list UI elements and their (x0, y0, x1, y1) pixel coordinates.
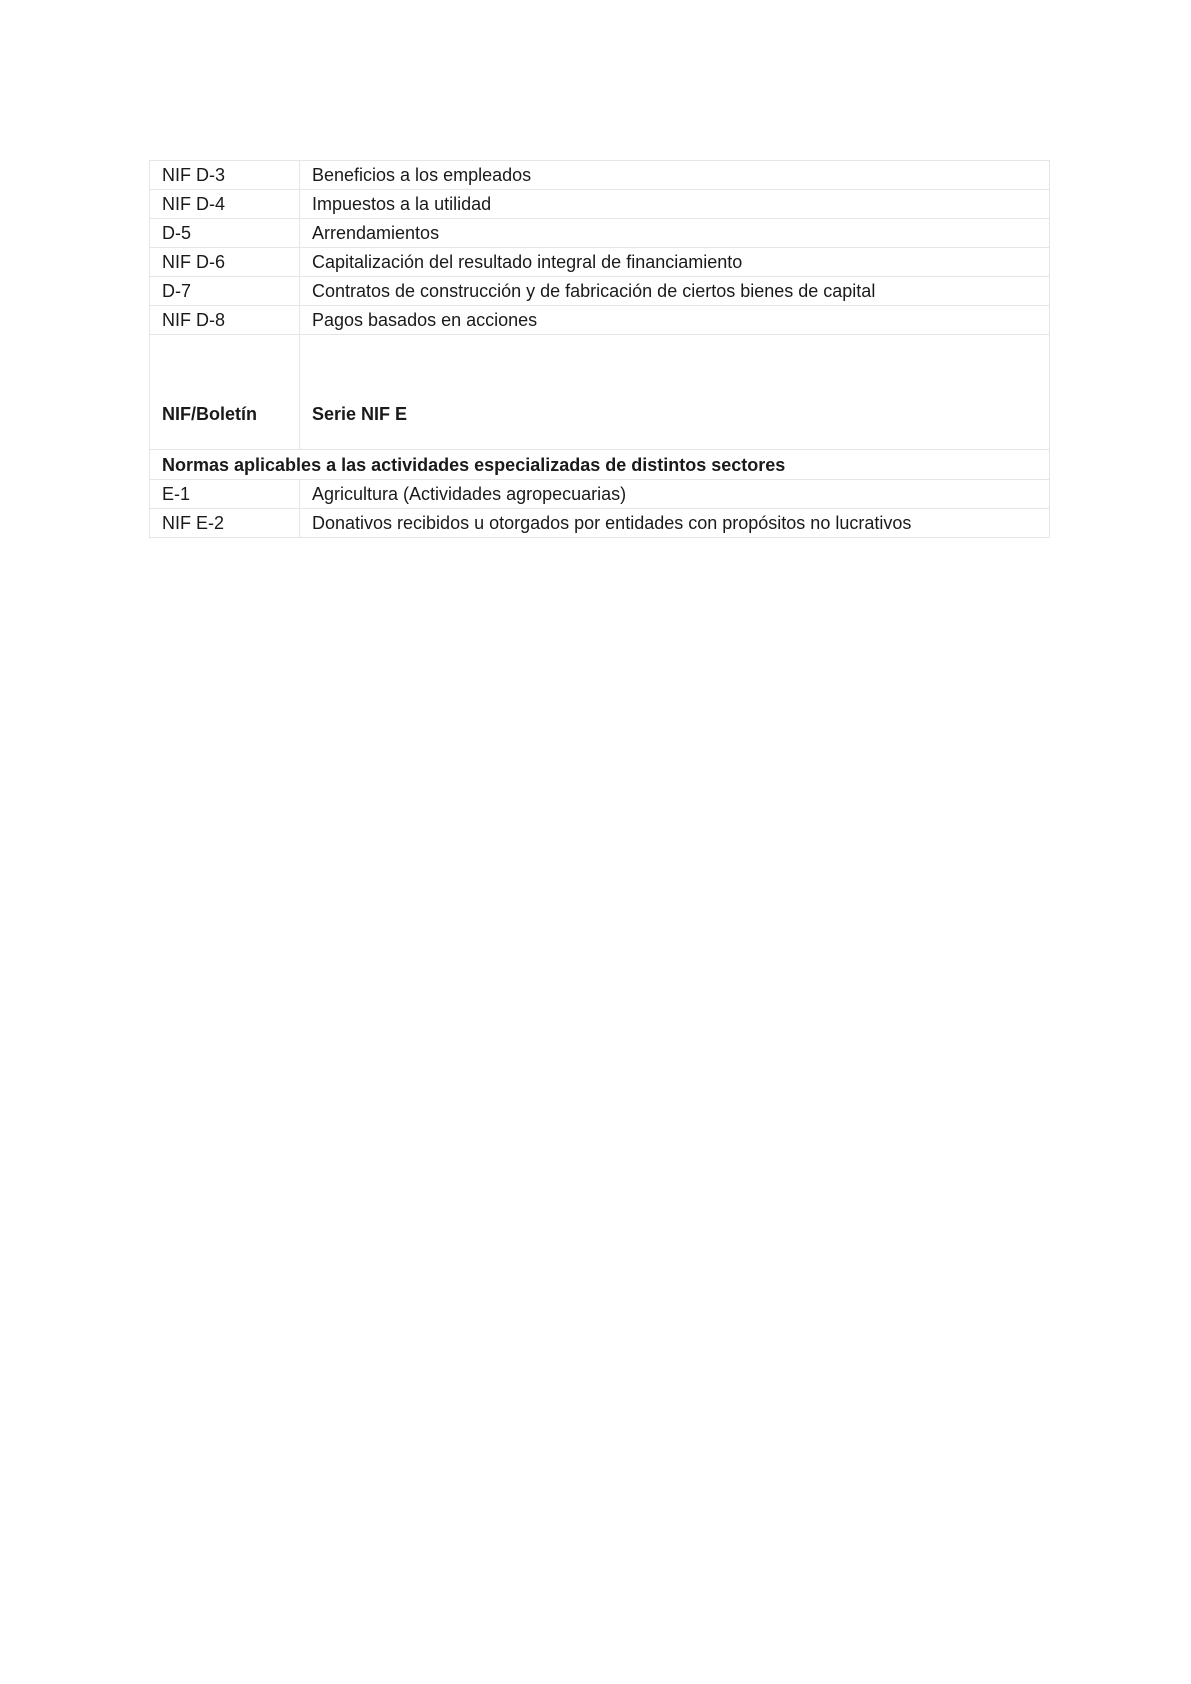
norm-title: Capitalización del resultado integral de financiamiento (300, 248, 1050, 277)
norm-code: D-5 (150, 219, 300, 248)
norm-code: E-1 (150, 480, 300, 509)
norm-code: NIF E-2 (150, 509, 300, 538)
norm-title: Impuestos a la utilidad (300, 190, 1050, 219)
norm-code: NIF D-3 (150, 161, 300, 190)
norm-code: NIF D-6 (150, 248, 300, 277)
norm-title: Contratos de construcción y de fabricación de ciertos bienes de capital (300, 277, 1050, 306)
norm-code: NIF D-4 (150, 190, 300, 219)
table-row (150, 306, 1050, 335)
norm-code: D-7 (150, 277, 300, 306)
norm-title: Pagos basados en acciones (300, 306, 1050, 335)
table-row (150, 248, 1050, 277)
table-row (150, 161, 1050, 190)
norm-title: Donativos recibidos u otorgados por entidades con propósitos no lucrativos (300, 509, 1050, 538)
series-header-row (150, 335, 1050, 450)
table-row (150, 190, 1050, 219)
norm-title: Agricultura (Actividades agropecuarias) (300, 480, 1050, 509)
section-title: Normas aplicables a las actividades especializadas de distintos sectores (150, 450, 1050, 480)
nif-standards-table (149, 160, 1050, 538)
header-nif-boletin: NIF/Boletín (150, 335, 300, 450)
table-row (150, 480, 1050, 509)
norm-title: Arrendamientos (300, 219, 1050, 248)
table-row (150, 219, 1050, 248)
table-row (150, 277, 1050, 306)
norm-code: NIF D-8 (150, 306, 300, 335)
section-title-row (150, 450, 1050, 480)
table-row (150, 509, 1050, 538)
norm-title: Beneficios a los empleados (300, 161, 1050, 190)
header-serie-nif-e: Serie NIF E (300, 335, 1050, 450)
